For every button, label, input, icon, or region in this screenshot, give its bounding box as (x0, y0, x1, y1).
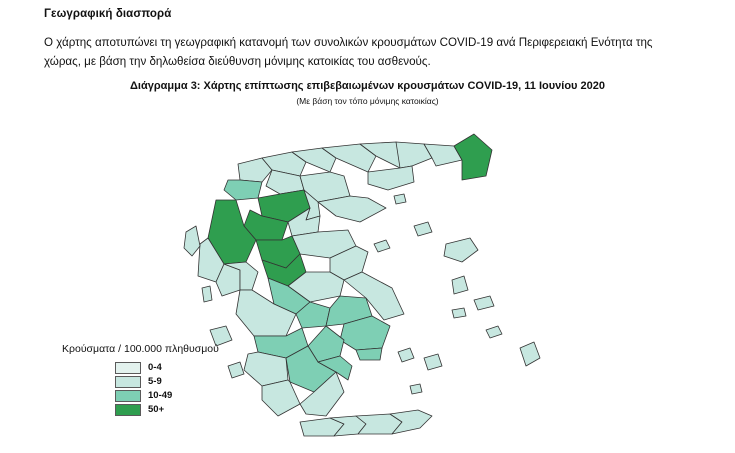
legend-swatch-5-9 (115, 376, 141, 388)
region-limnos (414, 222, 432, 236)
body-paragraph: Ο χάρτης αποτυπώνει τη γεωγραφική κατανομή των συνολικών κρουσμάτων COVID-19 ανά Περιφερειακή Ενότητα της χώρας, με βάση την δηλωθείσα διεύθυνση μόνιμης κατοικίας του ασθενούς. (44, 36, 653, 68)
legend-title: Κρούσματα / 100.000 πληθυσμού (62, 343, 219, 355)
region-cyclades (398, 348, 414, 362)
section-title: Γεωγραφική διασπορά (44, 8, 172, 20)
legend-swatch-10-49 (115, 390, 141, 402)
legend-swatch-50-plus (115, 404, 141, 416)
region-thasos (394, 194, 406, 204)
legend-label-5-9: 5-9 (148, 376, 162, 387)
legend-item-5-9 (60, 375, 290, 388)
region-kos (486, 326, 502, 338)
legend-item-0-4 (60, 361, 290, 374)
region-piraeus-islands (356, 348, 382, 360)
legend-label-0-4: 0-4 (148, 362, 162, 373)
region-sporades (374, 240, 390, 252)
figure-title: Διάγραμμα 3: Χάρτης επίπτωσης επιβεβαιωμένων κρουσμάτων COVID-19, 11 Ιουνίου 2020 (130, 80, 605, 92)
legend-label-50-plus: 50+ (148, 404, 165, 415)
region-ikaria (452, 308, 466, 318)
region-chios (452, 276, 468, 294)
legend-item-10-49 (60, 389, 290, 402)
legend-item-50-plus (60, 403, 290, 416)
region-corfu (184, 226, 200, 256)
region-santorini (410, 384, 422, 394)
region-kastoria (224, 180, 262, 200)
region-chalkidiki (318, 196, 386, 222)
legend-label-10-49: 10-49 (148, 390, 173, 401)
region-samos (474, 296, 494, 310)
legend-swatch-0-4 (115, 362, 141, 374)
map-legend (60, 343, 290, 417)
region-kavala (368, 166, 414, 190)
region-lesvos (444, 238, 478, 262)
region-naxos (424, 354, 442, 370)
figure-subtitle: (Με βάση τον τόπο μόνιμης κατοικίας) (296, 96, 439, 106)
region-lefkada (202, 286, 212, 302)
region-rhodes (520, 342, 540, 366)
